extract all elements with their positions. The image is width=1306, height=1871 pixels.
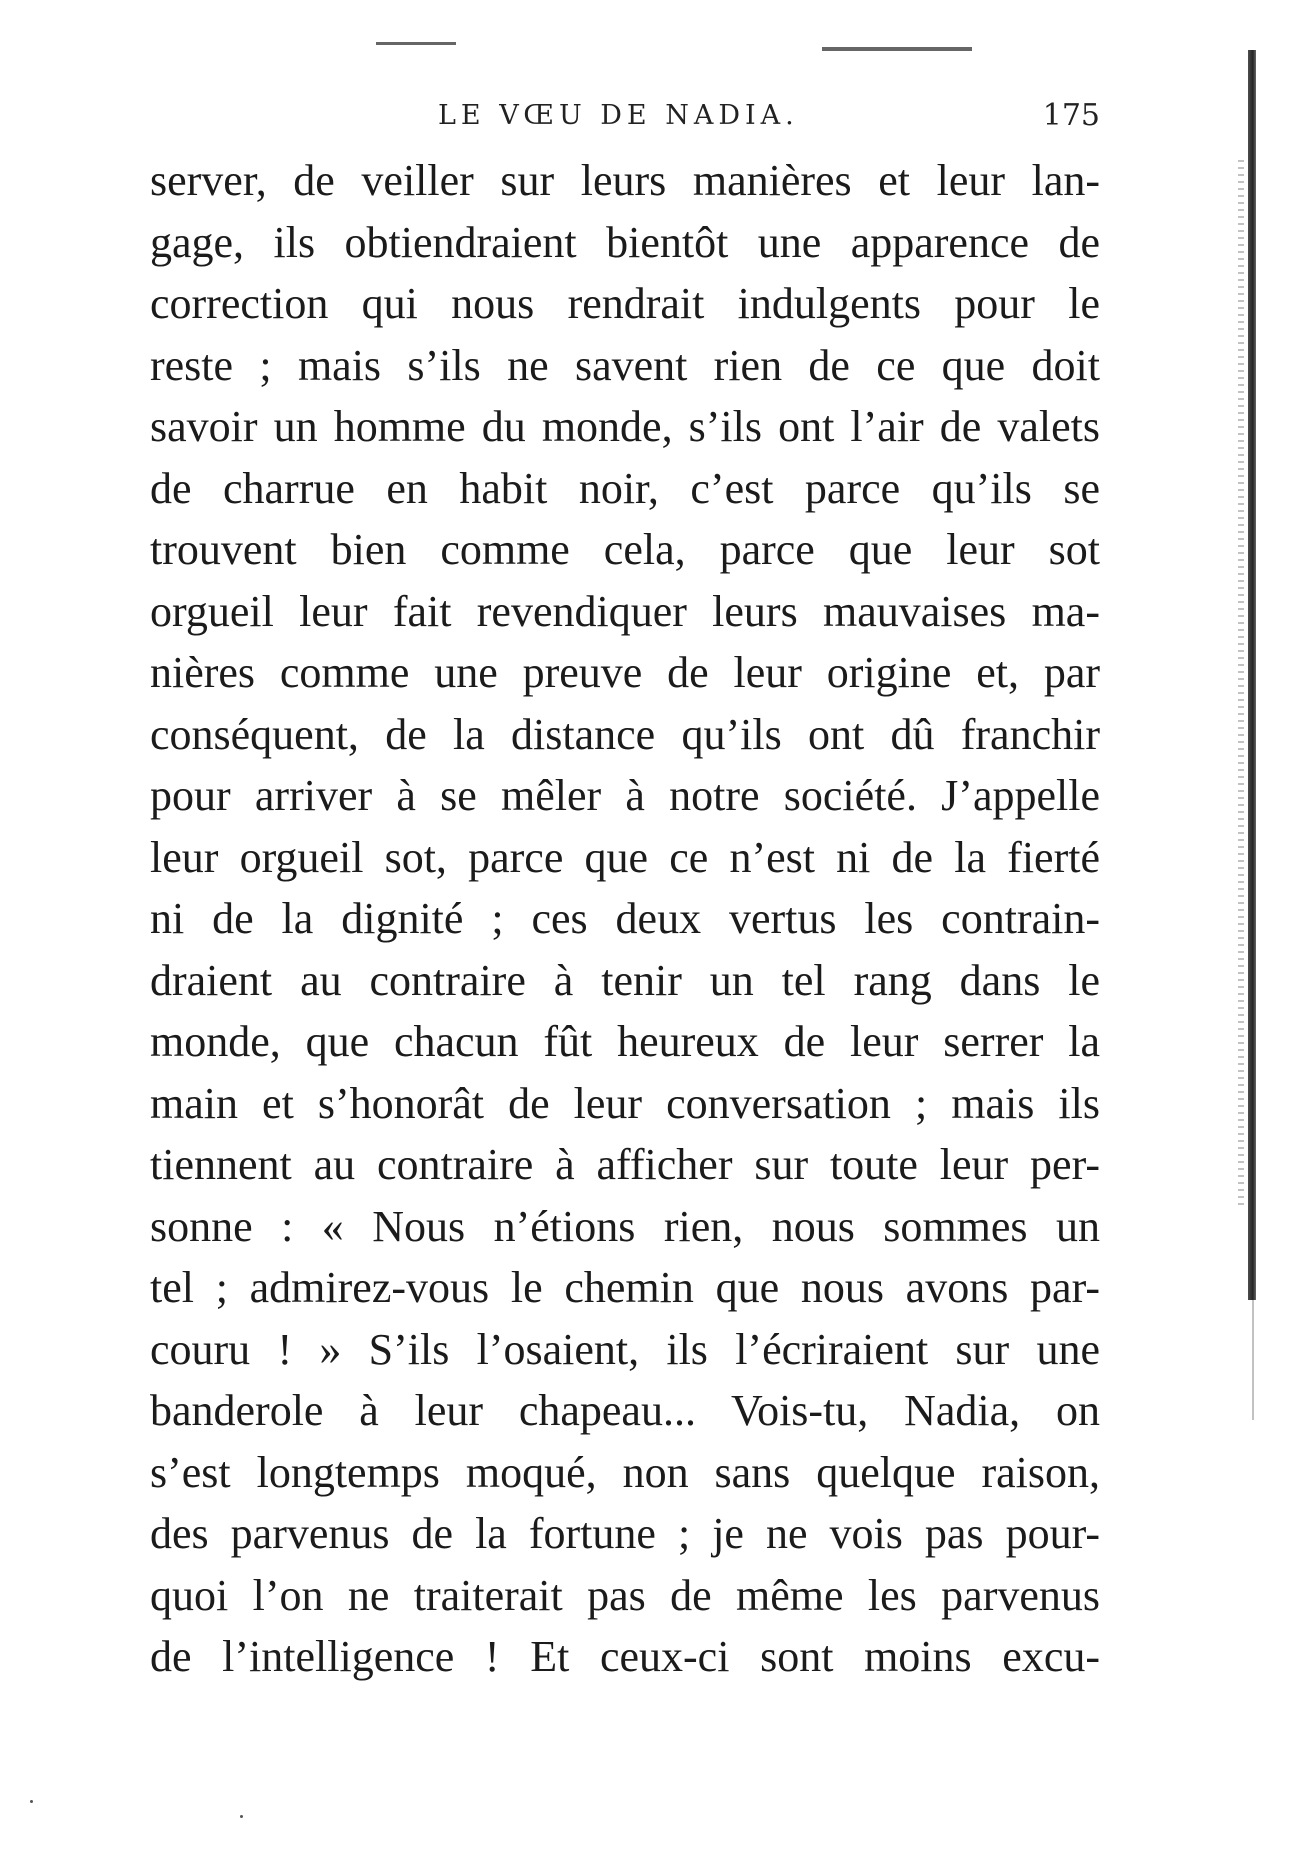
binding-edge-shadow xyxy=(1248,50,1256,1300)
binding-edge-tail xyxy=(1252,1300,1254,1420)
text-line: couru ! » S’ils l’osaient, ils l’écriraient sur une xyxy=(150,1324,1100,1374)
text-line: banderole à leur chapeau... Vois-tu, Nadia, on xyxy=(150,1386,1100,1435)
text-line: correction qui nous rendrait indulgents pour le xyxy=(150,279,1100,328)
text-line: sonne : « Nous n’étions rien, nous sommes un xyxy=(150,1201,1100,1251)
text-line: pour arriver à se mêler à notre société. J’appelle xyxy=(150,771,1100,820)
binding-edge-texture xyxy=(1238,160,1244,1210)
text-line: conséquent, de la distance qu’ils ont dû franchir xyxy=(150,709,1100,759)
text-line: server, de veiller sur leurs manières et leur lan- xyxy=(150,156,1100,205)
text-line: tiennent au contraire à afficher sur toute leur per- xyxy=(150,1140,1100,1189)
running-title: LE VŒU DE NADIA. xyxy=(438,100,799,131)
text-line: tel ; admirez-vous le chemin que nous avons par- xyxy=(150,1263,1100,1312)
top-rule-right xyxy=(822,47,972,51)
top-rule-left xyxy=(376,42,456,45)
page-number: 175 xyxy=(1042,98,1100,133)
text-line: s’est longtemps moqué, non sans quelque raison, xyxy=(150,1447,1100,1497)
text-line: orgueil leur fait revendiquer leurs mauvaises ma- xyxy=(150,586,1100,636)
text-line: main et s’honorât de leur conversation ; mais ils xyxy=(150,1078,1100,1128)
text-line: de charrue en habit noir, c’est parce qu’ils se xyxy=(150,463,1100,513)
scan-speck xyxy=(240,1815,243,1818)
text-line: trouvent bien comme cela, parce que leur sot xyxy=(150,525,1100,574)
text-line: savoir un homme du monde, s’ils ont l’air de valets xyxy=(150,402,1100,451)
scan-speck xyxy=(30,1800,33,1803)
text-line: reste ; mais s’ils ne savent rien de ce que doit xyxy=(150,340,1100,390)
body-text xyxy=(150,150,1100,1688)
text-line: ni de la dignité ; ces deux vertus les contrain- xyxy=(150,894,1100,943)
running-head xyxy=(150,100,1100,140)
text-line: nières comme une preuve de leur origine et, par xyxy=(150,648,1100,697)
text-line: gage, ils obtiendraient bientôt une apparence de xyxy=(150,217,1100,267)
text-line: de l’intelligence ! Et ceux-ci sont moins excu- xyxy=(150,1632,1100,1681)
text-line: des parvenus de la fortune ; je ne vois pas pour- xyxy=(150,1509,1100,1558)
text-line: draient au contraire à tenir un tel rang dans le xyxy=(150,955,1100,1005)
text-line: quoi l’on ne traiterait pas de même les parvenus xyxy=(150,1570,1100,1620)
text-line: monde, que chacun fût heureux de leur serrer la xyxy=(150,1017,1100,1066)
text-line: leur orgueil sot, parce que ce n’est ni de la fierté xyxy=(150,832,1100,882)
